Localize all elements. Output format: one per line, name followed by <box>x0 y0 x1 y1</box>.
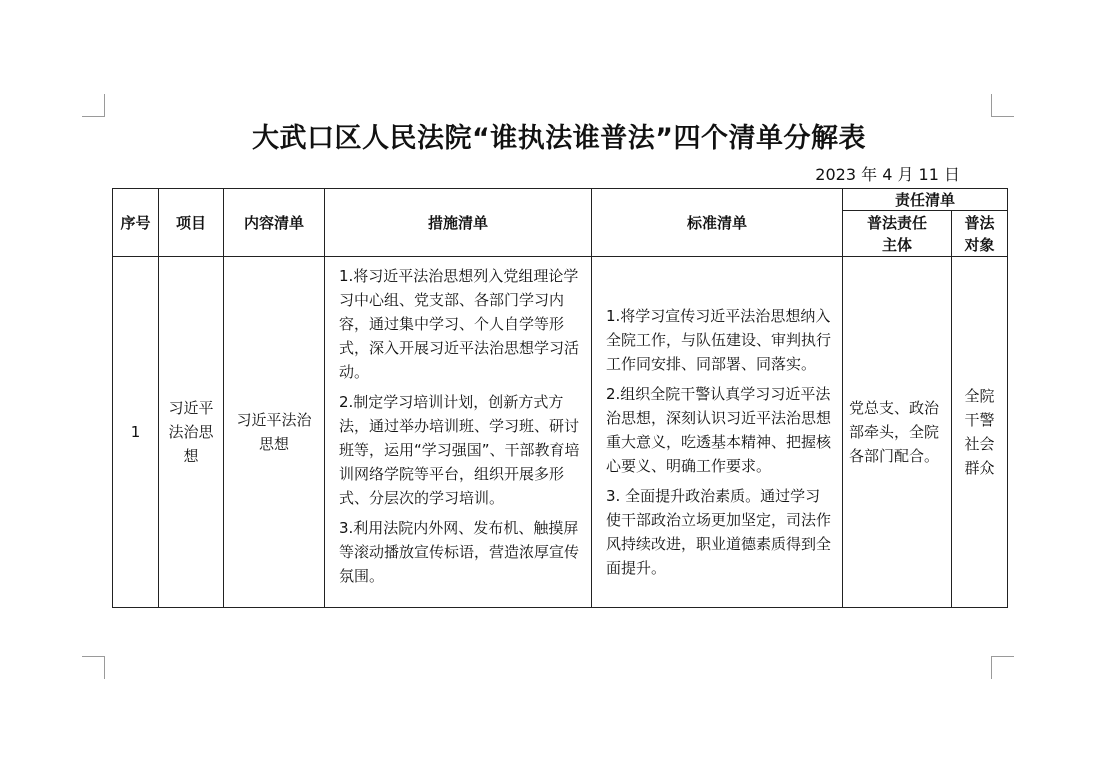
header-target <box>952 211 1008 257</box>
standard-item: 1.将学习宣传习近平法治思想纳入全院工作，与队伍建设、审判执行工作同安排、同部署、同落实。 <box>606 307 832 373</box>
header-subject-line2: 主体 <box>881 235 912 254</box>
crop-mark-top-right <box>991 94 1014 117</box>
row-item-line: 想 <box>183 447 199 465</box>
measure-item: 1.将习近平法治思想列入党组理论学习中心组、党支部、各部门学习内容，通过集中学习、个人自学等形式，深入开展习近平法治思想学习活动。 <box>339 267 580 381</box>
row-seq: 1 <box>113 257 159 608</box>
row-content <box>224 257 325 608</box>
row-standards <box>592 257 843 608</box>
table-row <box>113 257 1008 608</box>
row-item <box>159 257 224 608</box>
header-subject <box>843 211 952 257</box>
header-responsibility: 责任清单 <box>843 189 1008 211</box>
header-subject-line1: 普法责任 <box>866 213 927 232</box>
row-item-line: 习近平 <box>168 399 214 417</box>
header-item: 项目 <box>159 189 224 257</box>
standard-item: 3. 全面提升政治素质。通过学习使干部政治立场更加坚定，司法作风持续改进，职业道德素质得到全面提升。 <box>606 487 832 577</box>
header-standards: 标准清单 <box>592 189 843 257</box>
document-date: 2023 年 4 月 11 日 <box>815 165 960 184</box>
standard-item: 2.组织全院干警认真学习习近平法治思想，深刻认识习近平法治思想重大意义，吃透基本精神、把握核心要义、明确工作要求。 <box>606 385 832 475</box>
row-content-line: 习近平法治 <box>236 411 312 429</box>
header-measures: 措施清单 <box>325 189 592 257</box>
header-seq: 序号 <box>113 189 159 257</box>
row-target-line: 社会 <box>964 435 995 453</box>
header-content: 内容清单 <box>224 189 325 257</box>
document-title: 大武口区人民法院“谁执法谁普法”四个清单分解表 <box>252 123 866 154</box>
row-content-line: 思想 <box>258 435 289 453</box>
header-target-line1: 普法 <box>964 213 995 232</box>
crop-mark-bottom-left <box>82 656 105 679</box>
row-target-line: 群众 <box>964 459 995 477</box>
row-subject: 党总支、政治部牵头，全院各部门配合。 <box>843 257 952 608</box>
measure-item: 2.制定学习培训计划，创新方式方法，通过举办培训班、学习班、研讨班等，运用“学习强国”、干部教育培训网络学院等平台，组织开展多形式、分层次的学习培训。 <box>339 393 580 507</box>
header-target-line2: 对象 <box>964 235 995 254</box>
row-measures <box>325 257 592 608</box>
crop-mark-bottom-right <box>991 656 1014 679</box>
breakdown-table <box>112 188 1008 608</box>
row-item-line: 法治思 <box>168 423 214 441</box>
row-target <box>952 257 1008 608</box>
row-target-line: 干警 <box>964 411 995 429</box>
crop-mark-top-left <box>82 94 105 117</box>
row-target-line: 全院 <box>964 387 995 405</box>
measure-item: 3.利用法院内外网、发布机、触摸屏等滚动播放宣传标语，营造浓厚宣传氛围。 <box>339 519 580 585</box>
